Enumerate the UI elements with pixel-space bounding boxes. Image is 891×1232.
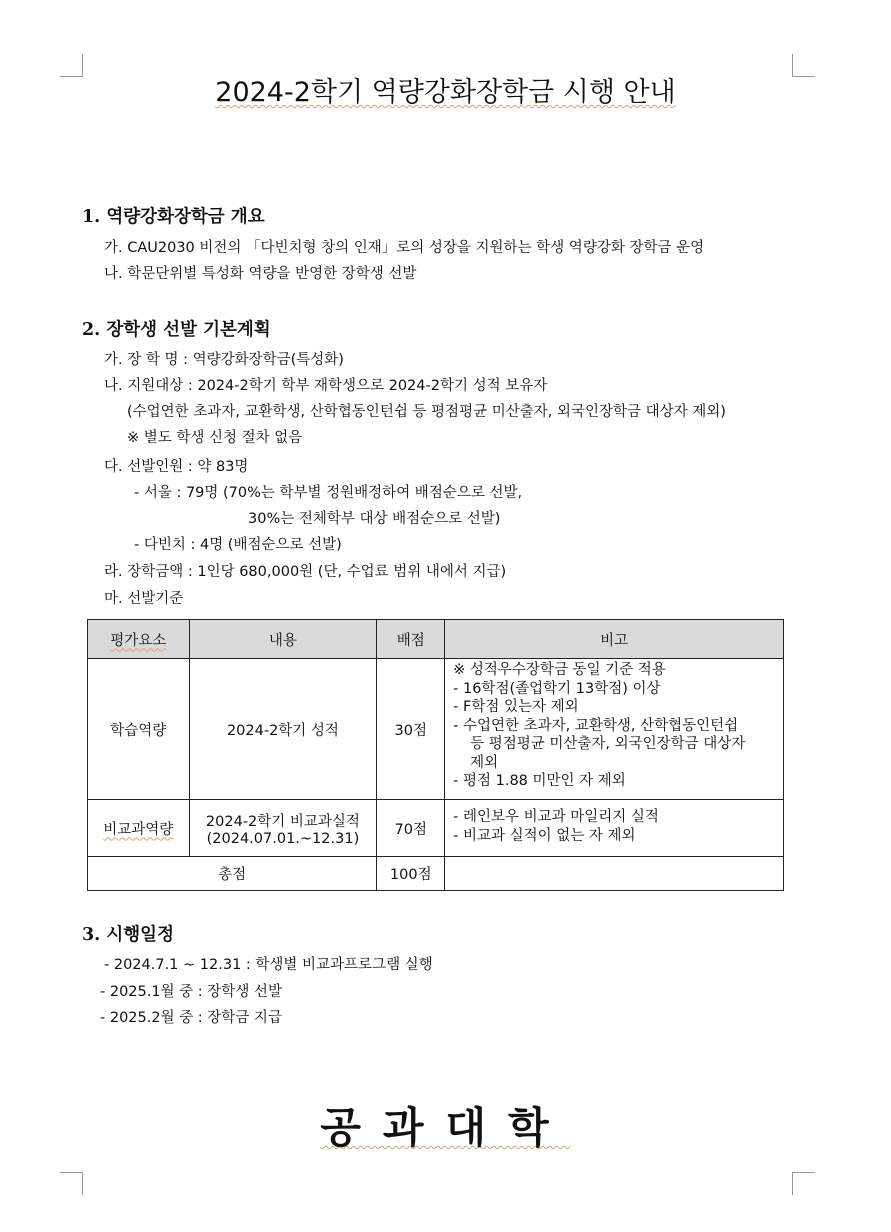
crop-mark-bottom-right bbox=[792, 1172, 815, 1195]
table-row bbox=[88, 659, 784, 800]
section2-heading: 2. 장학생 선발 기본계획 bbox=[82, 320, 271, 340]
header-factor: 평가요소 bbox=[88, 620, 190, 659]
table-row bbox=[88, 800, 784, 857]
content-line: 2024-2학기 비교과실적 bbox=[205, 813, 360, 830]
section1-heading: 1. 역량강화장학금 개요 bbox=[82, 207, 265, 227]
table-total-row bbox=[88, 857, 784, 891]
criteria-label: 마. 선발기준 bbox=[104, 591, 184, 607]
note-line: - 16학점(졸업학기 13학점) 이상 bbox=[453, 680, 661, 697]
content-cell: 2024-2학기 성적 bbox=[189, 659, 377, 800]
total-notes bbox=[445, 857, 784, 891]
selection-count-line: 다. 선발인원 : 약 83명 bbox=[104, 459, 249, 475]
note-line: - 평점 1.88 미만인 자 제외 bbox=[453, 773, 626, 789]
table-header-row bbox=[88, 620, 784, 659]
section1-item-2: 나. 학문단위별 특성화 역량을 반영한 장학생 선발 bbox=[104, 266, 417, 282]
header-notes: 비고 bbox=[445, 620, 784, 659]
schedule-item: - 2024.7.1 ~ 12.31 : 학생별 비교과프로그램 실행 bbox=[104, 957, 433, 973]
section3-heading: 3. 시행일정 bbox=[82, 925, 174, 945]
factor-cell: 학습역량 bbox=[88, 659, 190, 800]
eligibility-exclusions: (수업연한 초과자, 교환학생, 산학협동인턴쉽 등 평점평균 미산출자, 외국인장학금 대상자 제외) bbox=[127, 404, 726, 420]
notes-cell bbox=[445, 800, 784, 857]
eligibility-note: ※ 별도 학생 신청 절차 없음 bbox=[127, 430, 303, 446]
document-title: 2024-2학기 역량강화장학금 시행 안내 bbox=[215, 77, 676, 108]
note-line: 등 평점평균 미산출자, 외국인장학금 대상자 bbox=[470, 736, 746, 752]
crop-mark-bottom-left bbox=[60, 1172, 83, 1195]
factor-cell: 비교과역량 bbox=[88, 800, 190, 857]
seoul-count-line-2: 30%는 전체학부 대상 배점순으로 선발) bbox=[248, 511, 501, 527]
seoul-count-line: - 서울 : 79명 (70%는 학부별 정원배정하여 배점순으로 선발, bbox=[134, 485, 523, 501]
note-line: ※ 성적우수장학금 동일 기준 적용 bbox=[453, 662, 666, 678]
eligibility-line: 나. 지원대상 : 2024-2학기 학부 재학생으로 2024-2학기 성적 보유자 bbox=[104, 378, 548, 394]
note-line: 제외 bbox=[470, 754, 499, 771]
notes-cell bbox=[445, 659, 784, 800]
note-line: - F학점 있는자 제외 bbox=[453, 699, 579, 715]
content-cell bbox=[189, 800, 377, 857]
score-cell: 70점 bbox=[377, 800, 445, 857]
note-line: - 비교과 실적이 없는 자 제외 bbox=[453, 827, 636, 844]
scholarship-name-line: 가. 장 학 명 : 역량강화장학금(특성화) bbox=[104, 352, 344, 368]
note-line: - 레인보우 비교과 마일리지 실적 bbox=[453, 809, 659, 825]
schedule-item: - 2025.1월 중 : 장학생 선발 bbox=[100, 984, 282, 1000]
selection-criteria-table bbox=[87, 619, 784, 891]
issuer-name: 공과대학 bbox=[320, 1103, 571, 1152]
davinci-count-line: - 다빈치 : 4명 (배점순으로 선발) bbox=[134, 537, 342, 553]
score-cell: 30점 bbox=[377, 659, 445, 800]
note-line: - 수업연한 초과자, 교환학생, 산학협동인턴쉽 bbox=[453, 717, 739, 734]
header-score: 배점 bbox=[377, 620, 445, 659]
schedule-item: - 2025.2월 중 : 장학금 지급 bbox=[100, 1010, 282, 1026]
total-score: 100점 bbox=[377, 857, 445, 891]
amount-line: 라. 장학금액 : 1인당 680,000원 (단, 수업료 범위 내에서 지급) bbox=[104, 564, 507, 580]
section1-item-1: 가. CAU2030 비전의 「다빈치형 창의 인재」로의 성장을 지원하는 학생 역량강화 장학금 운영 bbox=[104, 240, 705, 256]
total-label: 총점 bbox=[88, 857, 377, 891]
header-content: 내용 bbox=[189, 620, 377, 659]
content-line: (2024.07.01.~12.31) bbox=[206, 830, 360, 847]
